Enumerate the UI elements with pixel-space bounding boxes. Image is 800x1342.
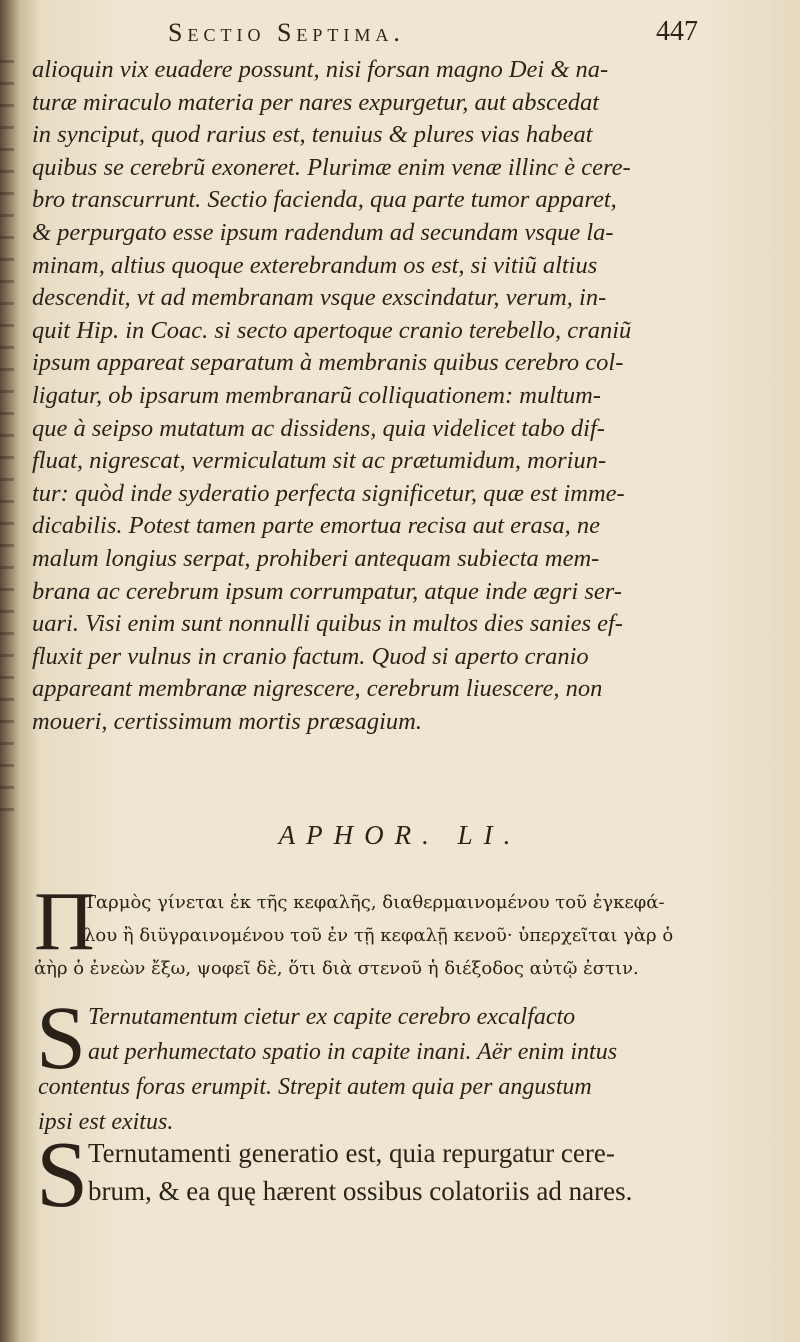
aphorism-heading: APHOR. LI.	[278, 820, 522, 850]
greek-line: Ταρμὸς γίνεται ἐκ τῆς κεφαλῆς, διαθερμαινομένου τοῦ ἐγκεφά-	[84, 892, 665, 913]
translation-line: aut perhumectato spatio in capite inani. Aër enim intus	[88, 1039, 618, 1065]
commentary-roman	[38, 1134, 728, 1210]
latin-translation	[38, 1000, 718, 1140]
text-line: dicabilis. Potest tamen parte emortua recisa aut erasa, ne	[32, 512, 600, 540]
text-line: ligatur, ob ipsarum membranarũ colliquationem: multum-	[32, 381, 601, 409]
translation-line: Ternutamentum cietur ex capite cerebro excalfacto	[88, 1004, 576, 1030]
text-line: & perpurgato esse ipsum radendum ad secundam vsque la-	[32, 218, 614, 246]
translation-line: ipsi est exitus.	[38, 1109, 174, 1135]
commentary-line: Ternutamenti generatio est, quia repurgatur cere-	[88, 1138, 615, 1168]
text-line: fluxit per vulnus in cranio factum. Quod si aperto cranio	[32, 642, 589, 670]
page-header	[168, 14, 698, 50]
text-line: malum longius serpat, prohiberi antequam subiecta mem-	[32, 544, 600, 572]
text-line: minam, altius quoque exterebrandum os est, si vitiũ altius	[32, 251, 598, 279]
text-line: tur: quòd inde syderatio perfecta significetur, quæ est imme-	[32, 479, 625, 507]
commentary-text	[32, 54, 722, 738]
text-line: ipsum appareat separatum à membranis quibus cerebro col-	[32, 349, 624, 377]
page-number: 447	[656, 16, 698, 47]
greek-dropcap: Π	[34, 875, 95, 968]
text-line: alioquin vix euadere possunt, nisi forsan magno Dei & na-	[32, 56, 609, 83]
text-line: quibus se cerebrũ exoneret. Plurimæ enim venæ illinc è cere-	[32, 153, 631, 181]
text-line: quit Hip. in Coac. si secto apertoque cranio terebello, craniũ	[32, 316, 632, 344]
commentary-dropcap: S	[36, 1123, 89, 1227]
running-head: Sectio Septima.	[168, 18, 405, 47]
greek-line: λου ἢ διϋγραινομένου τοῦ ἐν τῇ κεφαλῇ κενοῦ· ὑπερχεῖται γὰρ ὁ	[84, 925, 674, 946]
commentary-line: brum, & ea quę hærent ossibus colatoriis ad nares.	[88, 1176, 633, 1206]
text-line: appareant membranæ nigrescere, cerebrum liuescere, non	[32, 675, 603, 703]
text-line: turæ miraculo materia per nares expurgetur, aut abscedat	[32, 88, 600, 116]
text-line: fluat, nigrescat, vermiculatum sit ac prætumidum, moriun-	[32, 447, 607, 475]
binding-gutter	[0, 60, 14, 820]
text-line: moueri, certissimum mortis præsagium.	[32, 707, 422, 735]
translation-line: contentus foras erumpit. Strepit autem quia per angustum	[38, 1074, 592, 1100]
text-line: bro transcurrunt. Sectio facienda, qua parte tumor apparet,	[32, 186, 617, 214]
greek-aphorism	[34, 886, 724, 985]
text-line: que à seipso mutatum ac dissidens, quia videlicet tabo dif-	[32, 414, 605, 442]
translation-dropcap: S	[36, 989, 87, 1088]
text-line: uari. Visi enim sunt nonnulli quibus in multos dies sanies ef-	[32, 610, 623, 638]
text-line: in synciput, quod rarius est, tenuius & plures vias habeat	[32, 121, 593, 149]
text-line: brana ac cerebrum ipsum corrumpatur, atque inde ægri ser-	[32, 577, 622, 605]
text-line: descendit, vt ad membranam vsque exscindatur, verum, in-	[32, 284, 607, 312]
greek-line: ἀὴρ ὁ ἐνεὼν ἔξω, ψοφεῖ δὲ, ὅτι διὰ στενοῦ ἡ διέξοδος αὐτῷ ἐστιν.	[34, 958, 639, 979]
